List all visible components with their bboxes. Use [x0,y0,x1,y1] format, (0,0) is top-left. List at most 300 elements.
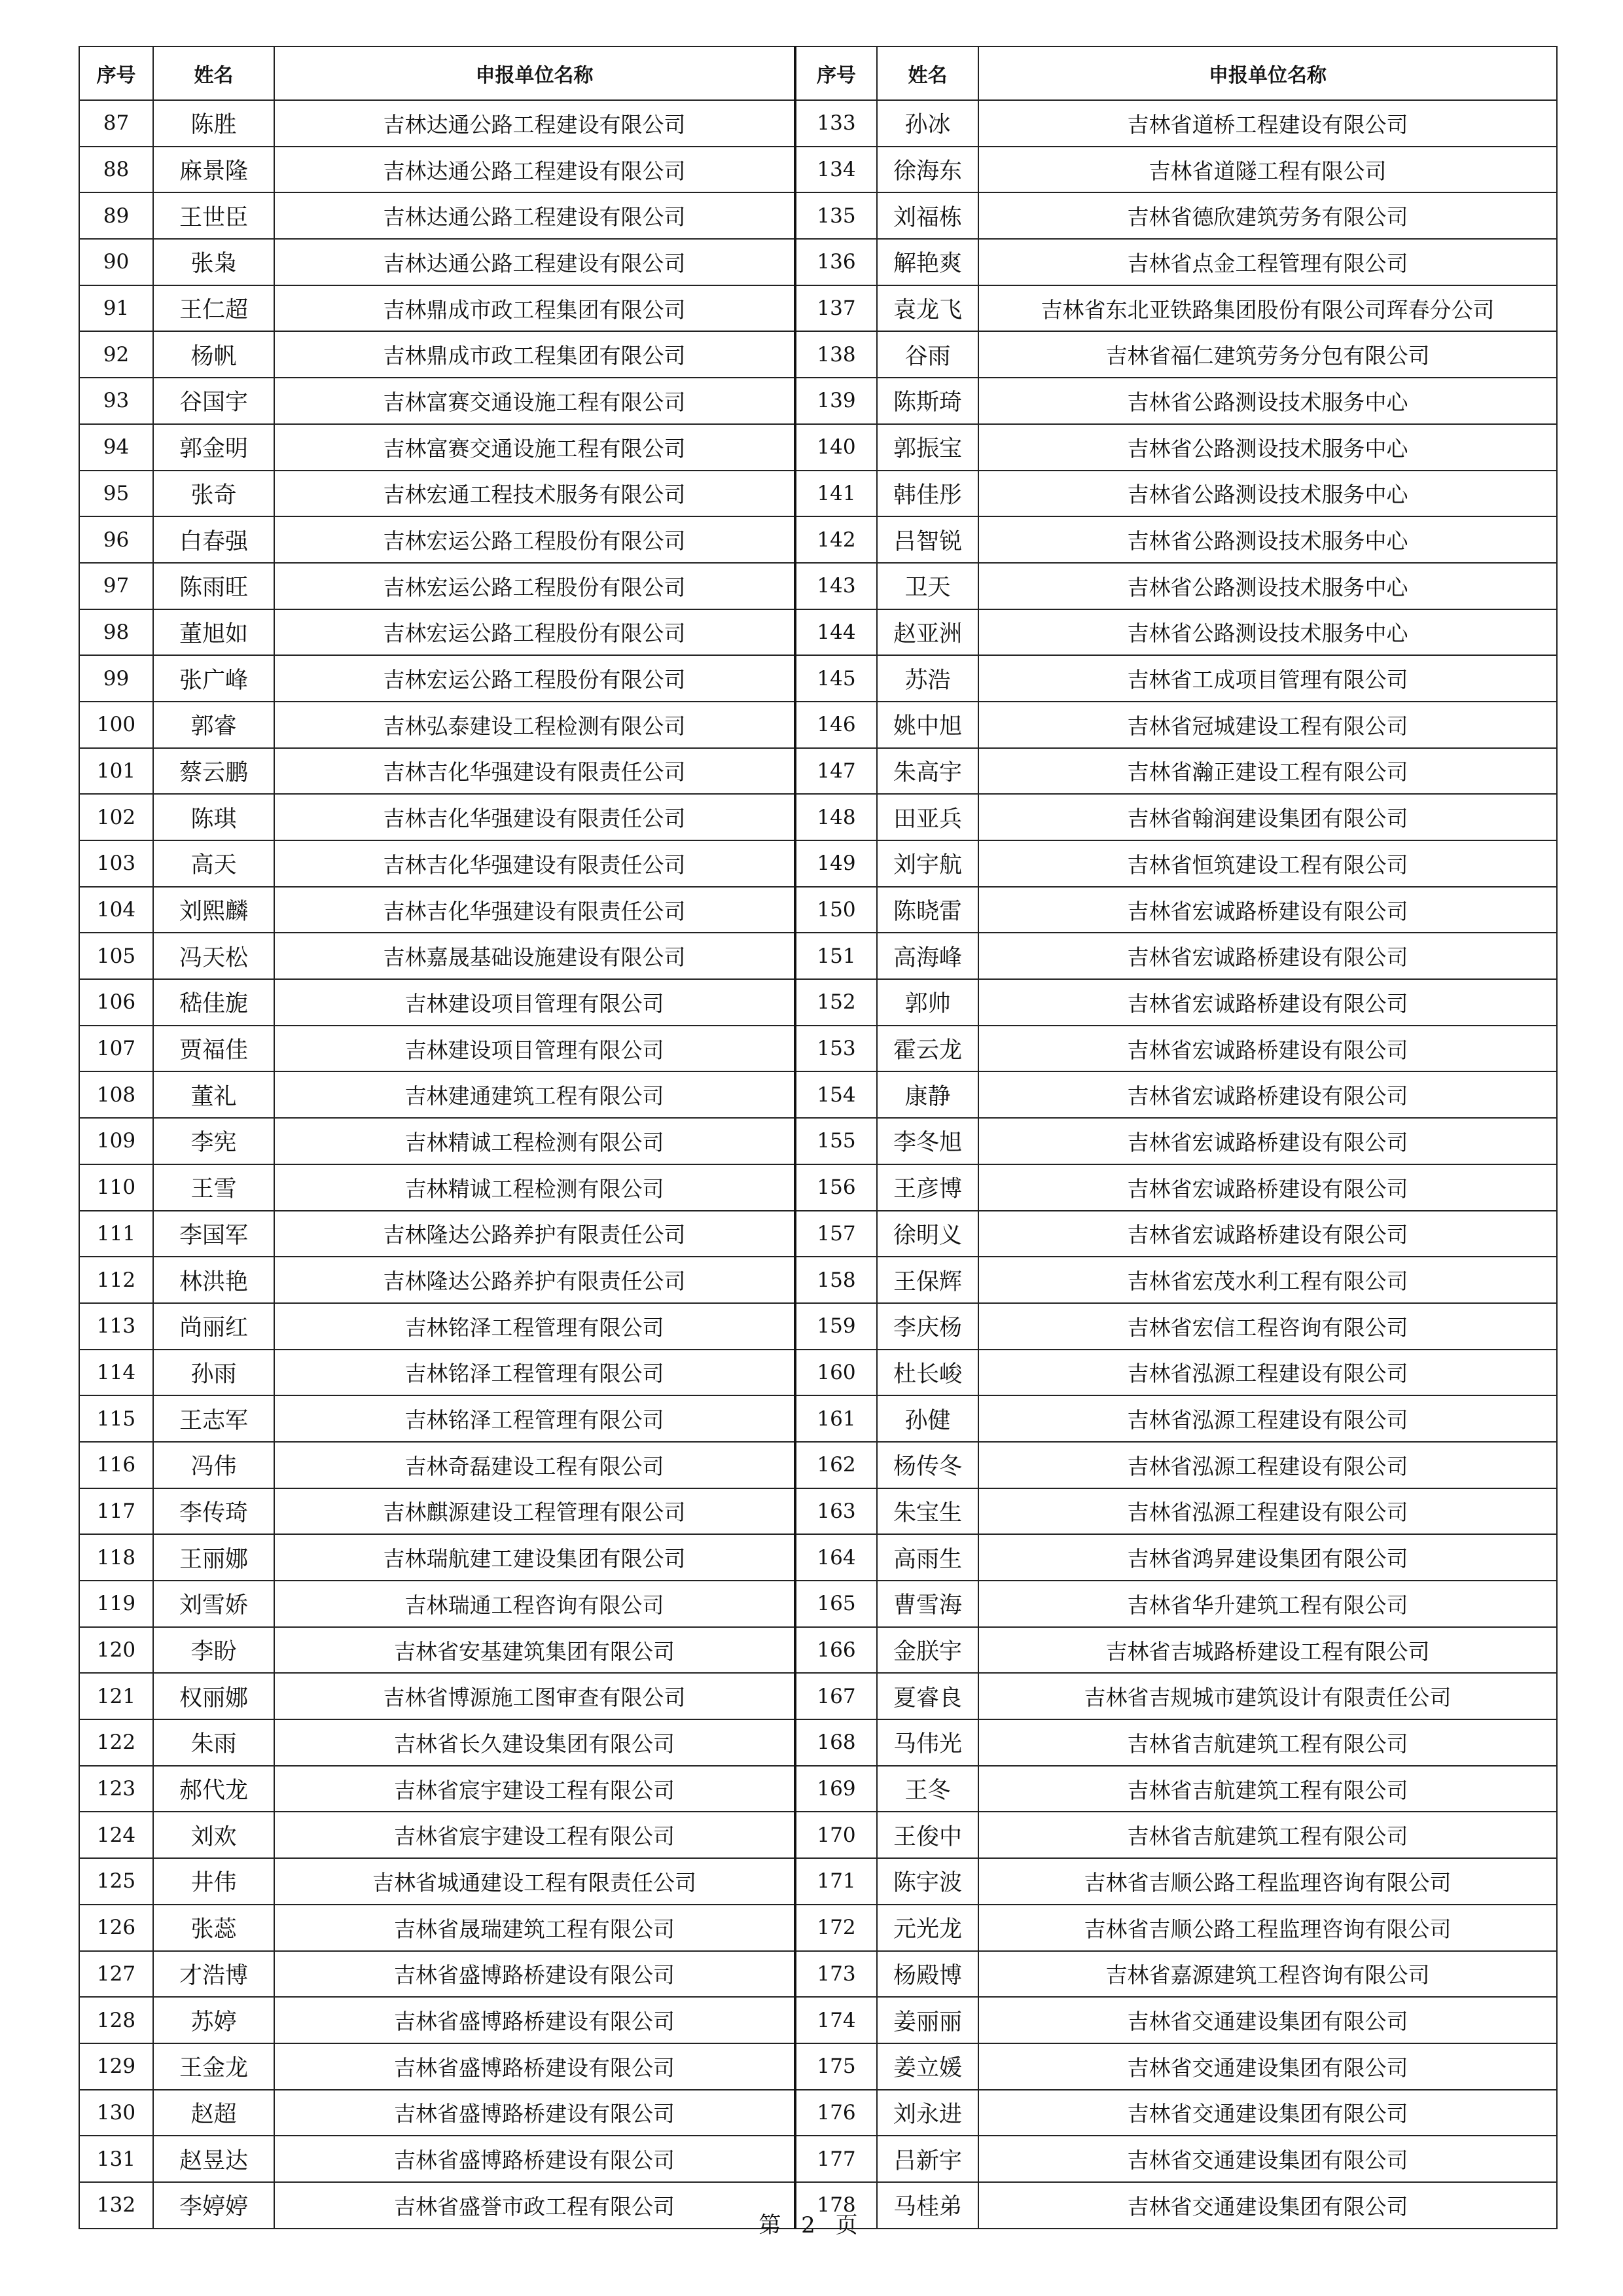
table-row [79,1581,1557,1627]
table-row [79,702,1557,748]
seq-cell: 120 [79,1627,153,1674]
seq-cell: 162 [795,1442,877,1488]
seq-cell: 133 [795,100,877,147]
seq-cell: 172 [795,1905,877,1951]
seq-cell: 88 [79,147,153,193]
name-cell: 杨帆 [153,331,274,378]
seq-cell: 117 [79,1488,153,1535]
unit-cell: 吉林宏运公路工程股份有限公司 [274,563,795,609]
applicant-table [79,46,1558,2229]
name-cell: 刘永进 [877,2090,978,2136]
unit-cell: 吉林省博源施工图审查有限公司 [274,1673,795,1719]
name-cell: 吕新宇 [877,2136,978,2182]
table-row [79,1905,1557,1951]
table-row [79,609,1557,656]
seq-cell: 149 [795,840,877,887]
unit-cell: 吉林省鸿昇建设集团有限公司 [978,1534,1557,1581]
name-cell: 刘福栋 [877,192,978,239]
name-cell: 高雨生 [877,1534,978,1581]
seq-cell: 99 [79,655,153,702]
unit-cell: 吉林富赛交通设施工程有限公司 [274,378,795,424]
unit-cell: 吉林省冠城建设工程有限公司 [978,702,1557,748]
table-row [79,933,1557,979]
table-body [79,100,1557,2229]
seq-cell: 131 [79,2136,153,2182]
unit-cell: 吉林省泓源工程建设有限公司 [978,1395,1557,1442]
unit-cell: 吉林省翰润建设集团有限公司 [978,794,1557,840]
unit-cell: 吉林宏运公路工程股份有限公司 [274,609,795,656]
seq-cell: 122 [79,1719,153,1766]
seq-cell: 144 [795,609,877,656]
unit-cell: 吉林省公路测设技术服务中心 [978,378,1557,424]
name-cell: 杨殿博 [877,1951,978,1998]
seq-cell: 175 [795,2043,877,2090]
table-row [79,1534,1557,1581]
unit-cell: 吉林建通建筑工程有限公司 [274,1071,795,1118]
seq-cell: 87 [79,100,153,147]
name-cell: 马伟光 [877,1719,978,1766]
name-cell: 孙雨 [153,1350,274,1396]
table-row [79,1719,1557,1766]
unit-cell: 吉林省恒筑建设工程有限公司 [978,840,1557,887]
unit-cell: 吉林省盛博路桥建设有限公司 [274,2043,795,2090]
unit-cell: 吉林省宏信工程咨询有限公司 [978,1303,1557,1350]
table-row [79,424,1557,471]
seq-cell: 177 [795,2136,877,2182]
name-cell: 陈雨旺 [153,563,274,609]
seq-cell: 109 [79,1118,153,1164]
unit-cell: 吉林麒源建设工程管理有限公司 [274,1488,795,1535]
name-cell: 王俊中 [877,1812,978,1858]
seq-cell: 153 [795,1026,877,1072]
name-cell: 朱雨 [153,1719,274,1766]
unit-cell: 吉林省吉航建筑工程有限公司 [978,1766,1557,1812]
seq-cell: 101 [79,748,153,795]
seq-cell: 148 [795,794,877,840]
seq-cell: 143 [795,563,877,609]
unit-cell: 吉林铭泽工程管理有限公司 [274,1303,795,1350]
unit-cell: 吉林建设项目管理有限公司 [274,1026,795,1072]
table-row [79,331,1557,378]
name-cell: 郝代龙 [153,1766,274,1812]
unit-cell: 吉林省道隧工程有限公司 [978,147,1557,193]
seq-cell: 167 [795,1673,877,1719]
unit-cell: 吉林省盛博路桥建设有限公司 [274,1997,795,2043]
name-cell: 刘宇航 [877,840,978,887]
seq-cell: 151 [795,933,877,979]
unit-cell: 吉林达通公路工程建设有限公司 [274,192,795,239]
name-cell: 姜丽丽 [877,1997,978,2043]
unit-cell: 吉林省长久建设集团有限公司 [274,1719,795,1766]
unit-cell: 吉林省吉顺公路工程监理咨询有限公司 [978,1905,1557,1951]
name-cell: 高海峰 [877,933,978,979]
name-cell: 刘熙麟 [153,887,274,933]
unit-cell: 吉林达通公路工程建设有限公司 [274,239,795,285]
name-cell: 李冬旭 [877,1118,978,1164]
table-row [79,563,1557,609]
seq-cell: 163 [795,1488,877,1535]
unit-cell: 吉林省宏诚路桥建设有限公司 [978,1026,1557,1072]
name-cell: 韩佳彤 [877,471,978,517]
seq-cell: 155 [795,1118,877,1164]
name-cell: 徐海东 [877,147,978,193]
seq-cell: 91 [79,285,153,332]
unit-cell: 吉林精诚工程检测有限公司 [274,1164,795,1211]
name-cell: 王保辉 [877,1257,978,1303]
header-unit-left: 申报单位名称 [274,46,795,100]
unit-cell: 吉林省福仁建筑劳务分包有限公司 [978,331,1557,378]
seq-cell: 138 [795,331,877,378]
unit-cell: 吉林省嘉源建筑工程咨询有限公司 [978,1951,1557,1998]
unit-cell: 吉林省东北亚铁路集团股份有限公司珲春分公司 [978,285,1557,332]
name-cell: 王丽娜 [153,1534,274,1581]
name-cell: 霍云龙 [877,1026,978,1072]
unit-cell: 吉林嘉晟基础设施建设有限公司 [274,933,795,979]
seq-cell: 118 [79,1534,153,1581]
name-cell: 苏浩 [877,655,978,702]
table-row [79,147,1557,193]
unit-cell: 吉林省宸宇建设工程有限公司 [274,1766,795,1812]
unit-cell: 吉林省交通建设集团有限公司 [978,1997,1557,2043]
unit-cell: 吉林宏运公路工程股份有限公司 [274,655,795,702]
unit-cell: 吉林省盛博路桥建设有限公司 [274,1951,795,1998]
name-cell: 郭帅 [877,979,978,1026]
table-header-row [79,46,1557,100]
table-row [79,655,1557,702]
name-cell: 姜立媛 [877,2043,978,2090]
seq-cell: 157 [795,1211,877,1257]
seq-cell: 164 [795,1534,877,1581]
table-row [79,1118,1557,1164]
table-row [79,1303,1557,1350]
seq-cell: 124 [79,1812,153,1858]
unit-cell: 吉林省华升建筑工程有限公司 [978,1581,1557,1627]
name-cell: 麻景隆 [153,147,274,193]
unit-cell: 吉林吉化华强建设有限责任公司 [274,840,795,887]
page-number: 第 2 页 [758,2212,865,2238]
name-cell: 郭睿 [153,702,274,748]
seq-cell: 137 [795,285,877,332]
seq-cell: 165 [795,1581,877,1627]
seq-cell: 94 [79,424,153,471]
name-cell: 王冬 [877,1766,978,1812]
unit-cell: 吉林省宏诚路桥建设有限公司 [978,1118,1557,1164]
table-row [79,2136,1557,2182]
header-unit-right: 申报单位名称 [978,46,1557,100]
name-cell: 孙冰 [877,100,978,147]
unit-cell: 吉林鼎成市政工程集团有限公司 [274,285,795,332]
table-row [79,378,1557,424]
seq-cell: 110 [79,1164,153,1211]
seq-cell: 154 [795,1071,877,1118]
unit-cell: 吉林省交通建设集团有限公司 [978,2182,1557,2229]
name-cell: 白春强 [153,516,274,563]
name-cell: 张广峰 [153,655,274,702]
name-cell: 吕智锐 [877,516,978,563]
table-row [79,1395,1557,1442]
seq-cell: 113 [79,1303,153,1350]
unit-cell: 吉林瑞航建工建设集团有限公司 [274,1534,795,1581]
table-row [79,1858,1557,1905]
table-row [79,887,1557,933]
seq-cell: 112 [79,1257,153,1303]
table-row [79,748,1557,795]
seq-cell: 98 [79,609,153,656]
name-cell: 袁龙飞 [877,285,978,332]
header-name-left: 姓名 [153,46,274,100]
unit-cell: 吉林省交通建设集团有限公司 [978,2136,1557,2182]
unit-cell: 吉林省城通建设工程有限责任公司 [274,1858,795,1905]
unit-cell: 吉林省瀚正建设工程有限公司 [978,748,1557,795]
name-cell: 田亚兵 [877,794,978,840]
table-row [79,1997,1557,2043]
seq-cell: 108 [79,1071,153,1118]
table-row [79,1812,1557,1858]
table-row [79,1488,1557,1535]
seq-cell: 93 [79,378,153,424]
name-cell: 李盼 [153,1627,274,1674]
unit-cell: 吉林省交通建设集团有限公司 [978,2090,1557,2136]
table-row [79,840,1557,887]
table-row [79,1071,1557,1118]
unit-cell: 吉林省宏诚路桥建设有限公司 [978,1211,1557,1257]
seq-cell: 146 [795,702,877,748]
name-cell: 金朕宇 [877,1627,978,1674]
unit-cell: 吉林铭泽工程管理有限公司 [274,1350,795,1396]
seq-cell: 111 [79,1211,153,1257]
table-row [79,1164,1557,1211]
unit-cell: 吉林省德欣建筑劳务有限公司 [978,192,1557,239]
table-row [79,2090,1557,2136]
seq-cell: 159 [795,1303,877,1350]
name-cell: 李传琦 [153,1488,274,1535]
name-cell: 井伟 [153,1858,274,1905]
seq-cell: 160 [795,1350,877,1396]
seq-cell: 106 [79,979,153,1026]
seq-cell: 95 [79,471,153,517]
header-seq-right: 序号 [795,46,877,100]
unit-cell: 吉林省公路测设技术服务中心 [978,563,1557,609]
unit-cell: 吉林省道桥工程建设有限公司 [978,100,1557,147]
name-cell: 赵亚洲 [877,609,978,656]
unit-cell: 吉林宏运公路工程股份有限公司 [274,516,795,563]
name-cell: 曹雪海 [877,1581,978,1627]
unit-cell: 吉林省盛博路桥建设有限公司 [274,2090,795,2136]
seq-cell: 102 [79,794,153,840]
unit-cell: 吉林省泓源工程建设有限公司 [978,1488,1557,1535]
seq-cell: 132 [79,2182,153,2229]
table-row [79,471,1557,517]
name-cell: 李庆杨 [877,1303,978,1350]
unit-cell: 吉林省公路测设技术服务中心 [978,471,1557,517]
seq-cell: 150 [795,887,877,933]
seq-cell: 147 [795,748,877,795]
unit-cell: 吉林达通公路工程建设有限公司 [274,147,795,193]
seq-cell: 176 [795,2090,877,2136]
seq-cell: 169 [795,1766,877,1812]
seq-cell: 121 [79,1673,153,1719]
name-cell: 王志军 [153,1395,274,1442]
unit-cell: 吉林奇磊建设工程有限公司 [274,1442,795,1488]
unit-cell: 吉林省宏诚路桥建设有限公司 [978,887,1557,933]
name-cell: 王雪 [153,1164,274,1211]
unit-cell: 吉林省交通建设集团有限公司 [978,2043,1557,2090]
unit-cell: 吉林省工成项目管理有限公司 [978,655,1557,702]
table-row [79,1673,1557,1719]
seq-cell: 145 [795,655,877,702]
seq-cell: 126 [79,1905,153,1951]
seq-cell: 90 [79,239,153,285]
unit-cell: 吉林省吉顺公路工程监理咨询有限公司 [978,1858,1557,1905]
seq-cell: 166 [795,1627,877,1674]
table-row [79,1350,1557,1396]
seq-cell: 171 [795,1858,877,1905]
unit-cell: 吉林省宸宇建设工程有限公司 [274,1812,795,1858]
unit-cell: 吉林隆达公路养护有限责任公司 [274,1211,795,1257]
unit-cell: 吉林精诚工程检测有限公司 [274,1118,795,1164]
unit-cell: 吉林省吉航建筑工程有限公司 [978,1812,1557,1858]
seq-cell: 107 [79,1026,153,1072]
table-row [79,516,1557,563]
unit-cell: 吉林瑞通工程咨询有限公司 [274,1581,795,1627]
name-cell: 陈斯琦 [877,378,978,424]
seq-cell: 168 [795,1719,877,1766]
unit-cell: 吉林省公路测设技术服务中心 [978,424,1557,471]
name-cell: 董旭如 [153,609,274,656]
seq-cell: 174 [795,1997,877,2043]
name-cell: 赵昱达 [153,2136,274,2182]
unit-cell: 吉林省晟瑞建筑工程有限公司 [274,1905,795,1951]
name-cell: 高天 [153,840,274,887]
table-row [79,239,1557,285]
name-cell: 董礼 [153,1071,274,1118]
name-cell: 谷国宇 [153,378,274,424]
seq-cell: 100 [79,702,153,748]
table-row [79,1766,1557,1812]
seq-cell: 142 [795,516,877,563]
unit-cell: 吉林省吉城路桥建设工程有限公司 [978,1627,1557,1674]
unit-cell: 吉林省点金工程管理有限公司 [978,239,1557,285]
unit-cell: 吉林吉化华强建设有限责任公司 [274,794,795,840]
seq-cell: 135 [795,192,877,239]
table-row [79,100,1557,147]
unit-cell: 吉林隆达公路养护有限责任公司 [274,1257,795,1303]
seq-cell: 89 [79,192,153,239]
name-cell: 朱宝生 [877,1488,978,1535]
name-cell: 朱高宇 [877,748,978,795]
unit-cell: 吉林宏通工程技术服务有限公司 [274,471,795,517]
name-cell: 张蕊 [153,1905,274,1951]
seq-cell: 130 [79,2090,153,2136]
seq-cell: 134 [795,147,877,193]
name-cell: 陈胜 [153,100,274,147]
unit-cell: 吉林省盛誉市政工程有限公司 [274,2182,795,2229]
seq-cell: 114 [79,1350,153,1396]
header-seq-left: 序号 [79,46,153,100]
unit-cell: 吉林省宏茂水利工程有限公司 [978,1257,1557,1303]
name-cell: 郭振宝 [877,424,978,471]
seq-cell: 170 [795,1812,877,1858]
name-cell: 张奇 [153,471,274,517]
name-cell: 解艳爽 [877,239,978,285]
seq-cell: 178 [795,2182,877,2229]
table-row [79,1257,1557,1303]
seq-cell: 152 [795,979,877,1026]
name-cell: 杜长峻 [877,1350,978,1396]
unit-cell: 吉林富赛交通设施工程有限公司 [274,424,795,471]
seq-cell: 136 [795,239,877,285]
name-cell: 权丽娜 [153,1673,274,1719]
unit-cell: 吉林省泓源工程建设有限公司 [978,1350,1557,1396]
seq-cell: 103 [79,840,153,887]
unit-cell: 吉林鼎成市政工程集团有限公司 [274,331,795,378]
name-cell: 元光龙 [877,1905,978,1951]
table-row [79,979,1557,1026]
header-name-right: 姓名 [877,46,978,100]
seq-cell: 158 [795,1257,877,1303]
name-cell: 徐明义 [877,1211,978,1257]
unit-cell: 吉林吉化华强建设有限责任公司 [274,748,795,795]
unit-cell: 吉林弘泰建设工程检测有限公司 [274,702,795,748]
name-cell: 张枭 [153,239,274,285]
seq-cell: 140 [795,424,877,471]
name-cell: 陈晓雷 [877,887,978,933]
unit-cell: 吉林省宏诚路桥建设有限公司 [978,1071,1557,1118]
seq-cell: 127 [79,1951,153,1998]
seq-cell: 119 [79,1581,153,1627]
name-cell: 姚中旭 [877,702,978,748]
name-cell: 卫天 [877,563,978,609]
unit-cell: 吉林省公路测设技术服务中心 [978,516,1557,563]
seq-cell: 128 [79,1997,153,2043]
name-cell: 冯伟 [153,1442,274,1488]
seq-cell: 139 [795,378,877,424]
unit-cell: 吉林省盛博路桥建设有限公司 [274,2136,795,2182]
table-row [79,1211,1557,1257]
seq-cell: 104 [79,887,153,933]
unit-cell: 吉林省宏诚路桥建设有限公司 [978,933,1557,979]
seq-cell: 161 [795,1395,877,1442]
name-cell: 郭金明 [153,424,274,471]
name-cell: 赵超 [153,2090,274,2136]
unit-cell: 吉林省宏诚路桥建设有限公司 [978,1164,1557,1211]
seq-cell: 123 [79,1766,153,1812]
name-cell: 夏睿良 [877,1673,978,1719]
name-cell: 孙健 [877,1395,978,1442]
table-row [79,794,1557,840]
unit-cell: 吉林省公路测设技术服务中心 [978,609,1557,656]
name-cell: 康静 [877,1071,978,1118]
unit-cell: 吉林省吉规城市建筑设计有限责任公司 [978,1673,1557,1719]
name-cell: 嵇佳旎 [153,979,274,1026]
name-cell: 林洪艳 [153,1257,274,1303]
name-cell: 苏婷 [153,1997,274,2043]
unit-cell: 吉林达通公路工程建设有限公司 [274,100,795,147]
name-cell: 李婷婷 [153,2182,274,2229]
seq-cell: 96 [79,516,153,563]
name-cell: 谷雨 [877,331,978,378]
name-cell: 王仁超 [153,285,274,332]
unit-cell: 吉林省泓源工程建设有限公司 [978,1442,1557,1488]
name-cell: 李国军 [153,1211,274,1257]
name-cell: 陈宇波 [877,1858,978,1905]
seq-cell: 105 [79,933,153,979]
seq-cell: 116 [79,1442,153,1488]
name-cell: 才浩博 [153,1951,274,1998]
name-cell: 贾福佳 [153,1026,274,1072]
seq-cell: 92 [79,331,153,378]
name-cell: 杨传冬 [877,1442,978,1488]
